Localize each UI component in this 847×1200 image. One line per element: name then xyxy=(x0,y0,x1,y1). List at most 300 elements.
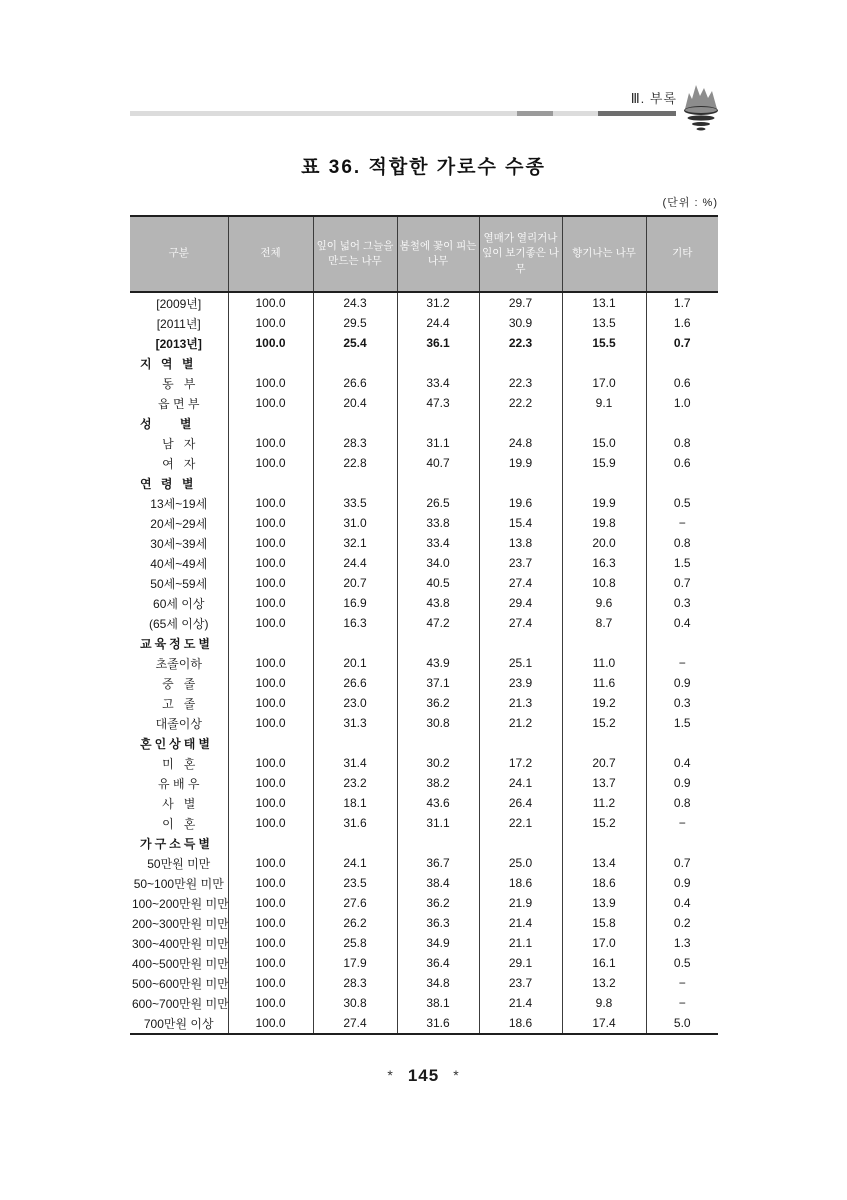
value-cell: 31.0 xyxy=(313,513,397,533)
value-cell xyxy=(562,413,646,433)
value-cell: − xyxy=(646,993,718,1013)
value-cell xyxy=(646,833,718,853)
table-row xyxy=(130,333,718,353)
value-cell: 24.4 xyxy=(313,553,397,573)
value-cell xyxy=(562,353,646,373)
value-cell: 0.8 xyxy=(646,433,718,453)
value-cell: 100.0 xyxy=(228,893,313,913)
page-number-value: 145 xyxy=(407,1066,440,1085)
mountain-logo-icon xyxy=(682,79,720,137)
row-label: 동 부 xyxy=(162,376,196,391)
row-label: 성 별 xyxy=(140,416,195,431)
table-row xyxy=(130,513,718,533)
value-cell: 19.2 xyxy=(562,693,646,713)
value-cell: 1.5 xyxy=(646,553,718,573)
value-cell xyxy=(397,473,479,493)
row-label: 30세~39세 xyxy=(150,536,208,551)
rule-segment xyxy=(517,111,553,116)
value-cell xyxy=(313,733,397,753)
value-cell: 16.9 xyxy=(313,593,397,613)
value-cell xyxy=(562,733,646,753)
value-cell: 0.2 xyxy=(646,913,718,933)
table-row xyxy=(130,693,718,713)
value-cell xyxy=(646,473,718,493)
value-cell: 43.6 xyxy=(397,793,479,813)
row-label: 남 자 xyxy=(162,436,196,451)
value-cell: 24.3 xyxy=(313,292,397,313)
table-title: 표 36. 적합한 가로수 수종 xyxy=(301,157,546,178)
value-cell: 15.4 xyxy=(479,513,562,533)
value-cell: 33.8 xyxy=(397,513,479,533)
row-label: 읍 면 부 xyxy=(158,396,200,411)
table-row xyxy=(130,453,718,473)
value-cell: 27.4 xyxy=(313,1013,397,1034)
row-label: 200~300만원 미만 xyxy=(132,916,229,931)
value-cell: 15.2 xyxy=(562,813,646,833)
value-cell: 100.0 xyxy=(228,953,313,973)
value-cell: 26.4 xyxy=(479,793,562,813)
value-cell: 17.0 xyxy=(562,933,646,953)
value-cell: 13.7 xyxy=(562,773,646,793)
table-row xyxy=(130,973,718,993)
row-label: (65세 이상) xyxy=(149,616,209,631)
row-label: 300~400만원 미만 xyxy=(132,936,229,951)
value-cell: 29.4 xyxy=(479,593,562,613)
row-label: 혼인상태별 xyxy=(140,736,213,751)
value-cell: 30.8 xyxy=(397,713,479,733)
value-cell: 21.9 xyxy=(479,893,562,913)
row-label: 100~200만원 미만 xyxy=(132,896,229,911)
table-row xyxy=(130,813,718,833)
value-cell: 100.0 xyxy=(228,493,313,513)
value-cell: 16.3 xyxy=(313,613,397,633)
value-cell: 20.4 xyxy=(313,393,397,413)
value-cell xyxy=(228,833,313,853)
value-cell: 29.5 xyxy=(313,313,397,333)
value-cell xyxy=(313,413,397,433)
value-cell xyxy=(397,733,479,753)
value-cell: 100.0 xyxy=(228,313,313,333)
value-cell: 18.6 xyxy=(479,1013,562,1034)
value-cell: 100.0 xyxy=(228,653,313,673)
group-header-row xyxy=(130,413,718,433)
table-row xyxy=(130,893,718,913)
row-label: 400~500만원 미만 xyxy=(132,956,229,971)
value-cell: 24.1 xyxy=(313,853,397,873)
row-label: 가구소득별 xyxy=(140,836,213,851)
group-header-row xyxy=(130,733,718,753)
value-cell: 30.8 xyxy=(313,993,397,1013)
value-cell: 100.0 xyxy=(228,673,313,693)
group-header-row xyxy=(130,473,718,493)
value-cell: 31.1 xyxy=(397,433,479,453)
row-label: 500~600만원 미만 xyxy=(132,976,229,991)
value-cell: 1.3 xyxy=(646,933,718,953)
row-label: 미 혼 xyxy=(162,756,196,771)
value-cell: 100.0 xyxy=(228,753,313,773)
table-row xyxy=(130,553,718,573)
value-cell: 17.2 xyxy=(479,753,562,773)
section-label: Ⅲ. 부록 xyxy=(630,91,677,106)
value-cell xyxy=(228,353,313,373)
row-label: 60세 이상 xyxy=(153,596,205,611)
table-row xyxy=(130,773,718,793)
value-cell: 21.3 xyxy=(479,693,562,713)
value-cell xyxy=(646,413,718,433)
rule-segment xyxy=(598,111,676,116)
value-cell: 100.0 xyxy=(228,593,313,613)
table-row xyxy=(130,593,718,613)
table-row xyxy=(130,573,718,593)
value-cell: 23.0 xyxy=(313,693,397,713)
value-cell: 0.6 xyxy=(646,453,718,473)
value-cell: 15.0 xyxy=(562,433,646,453)
value-cell: 5.0 xyxy=(646,1013,718,1034)
page-number-decor-left: * xyxy=(387,1067,394,1083)
value-cell: 100.0 xyxy=(228,453,313,473)
row-label: 사 별 xyxy=(162,796,196,811)
value-cell: 47.2 xyxy=(397,613,479,633)
value-cell: 100.0 xyxy=(228,973,313,993)
row-label: [2013년] xyxy=(155,336,202,351)
value-cell: 23.2 xyxy=(313,773,397,793)
value-cell: 13.1 xyxy=(562,292,646,313)
value-cell: 0.9 xyxy=(646,673,718,693)
column-header-fragrant-tree: 향기나는 나무 xyxy=(562,216,646,292)
value-cell: 34.0 xyxy=(397,553,479,573)
row-label: 대졸이상 xyxy=(155,716,202,731)
value-cell xyxy=(313,473,397,493)
value-cell: 100.0 xyxy=(228,913,313,933)
column-header-total: 전체 xyxy=(228,216,313,292)
value-cell: 100.0 xyxy=(228,292,313,313)
value-cell xyxy=(479,413,562,433)
value-cell: 9.1 xyxy=(562,393,646,413)
value-cell: 9.6 xyxy=(562,593,646,613)
table-row xyxy=(130,793,718,813)
value-cell: 19.8 xyxy=(562,513,646,533)
table-row xyxy=(130,393,718,413)
value-cell: 15.2 xyxy=(562,713,646,733)
value-cell xyxy=(479,473,562,493)
column-header-fruit-leaf-tree: 열매가 열리거나 잎이 보기좋은 나무 xyxy=(479,216,562,292)
value-cell: 24.4 xyxy=(397,313,479,333)
value-cell: 36.2 xyxy=(397,893,479,913)
table-row xyxy=(130,953,718,973)
table-row xyxy=(130,993,718,1013)
group-header-row xyxy=(130,633,718,653)
value-cell xyxy=(479,353,562,373)
table-row xyxy=(130,292,718,313)
value-cell: 40.5 xyxy=(397,573,479,593)
value-cell: 1.7 xyxy=(646,292,718,313)
table-row xyxy=(130,313,718,333)
table-row xyxy=(130,373,718,393)
value-cell: 0.7 xyxy=(646,573,718,593)
value-cell: 26.6 xyxy=(313,373,397,393)
value-cell: 31.1 xyxy=(397,813,479,833)
table-row xyxy=(130,613,718,633)
value-cell: 19.9 xyxy=(562,493,646,513)
value-cell xyxy=(313,633,397,653)
value-cell: 18.6 xyxy=(562,873,646,893)
row-label: 교육정도별 xyxy=(140,636,213,651)
value-cell: 29.7 xyxy=(479,292,562,313)
value-cell: 24.8 xyxy=(479,433,562,453)
value-cell: 38.2 xyxy=(397,773,479,793)
table-row xyxy=(130,713,718,733)
value-cell xyxy=(397,413,479,433)
row-label: 유 배 우 xyxy=(158,776,200,791)
value-cell: 36.1 xyxy=(397,333,479,353)
page-number xyxy=(0,1066,847,1086)
value-cell: 25.8 xyxy=(313,933,397,953)
value-cell: 43.9 xyxy=(397,653,479,673)
value-cell xyxy=(562,833,646,853)
value-cell xyxy=(562,473,646,493)
value-cell: 22.1 xyxy=(479,813,562,833)
value-cell: 19.6 xyxy=(479,493,562,513)
value-cell: 17.0 xyxy=(562,373,646,393)
value-cell: 31.4 xyxy=(313,753,397,773)
value-cell: 0.8 xyxy=(646,533,718,553)
value-cell: 15.5 xyxy=(562,333,646,353)
value-cell: 22.2 xyxy=(479,393,562,413)
value-cell xyxy=(313,353,397,373)
row-label: [2009년] xyxy=(156,296,202,311)
value-cell: 38.1 xyxy=(397,993,479,1013)
row-label: 고 졸 xyxy=(162,696,196,711)
value-cell: 21.1 xyxy=(479,933,562,953)
value-cell: 100.0 xyxy=(228,1013,313,1034)
value-cell: 100.0 xyxy=(228,533,313,553)
value-cell: 30.9 xyxy=(479,313,562,333)
row-label: 초졸이하 xyxy=(155,656,202,671)
value-cell: 30.2 xyxy=(397,753,479,773)
value-cell: 23.7 xyxy=(479,553,562,573)
row-label: 연 령 별 xyxy=(140,476,197,491)
value-cell: 31.3 xyxy=(313,713,397,733)
column-header-shade-tree: 잎이 넓어 그늘을 만드는 나무 xyxy=(313,216,397,292)
row-label: 50~100만원 미만 xyxy=(133,876,224,891)
value-cell: 0.5 xyxy=(646,953,718,973)
value-cell xyxy=(228,733,313,753)
value-cell: 21.2 xyxy=(479,713,562,733)
value-cell: 31.6 xyxy=(313,813,397,833)
value-cell: 24.1 xyxy=(479,773,562,793)
value-cell xyxy=(228,413,313,433)
value-cell xyxy=(397,633,479,653)
value-cell: 0.3 xyxy=(646,693,718,713)
row-label: 40세~49세 xyxy=(150,556,208,571)
rule-segment xyxy=(553,111,598,116)
value-cell: 36.4 xyxy=(397,953,479,973)
value-cell: 0.9 xyxy=(646,773,718,793)
value-cell: 100.0 xyxy=(228,933,313,953)
column-header-spring-flower-tree: 봄철에 꽃이 피는 나무 xyxy=(397,216,479,292)
row-label: 13세~19세 xyxy=(150,496,208,511)
value-cell: 1.6 xyxy=(646,313,718,333)
value-cell: 13.4 xyxy=(562,853,646,873)
value-cell: 20.1 xyxy=(313,653,397,673)
value-cell: 29.1 xyxy=(479,953,562,973)
value-cell: − xyxy=(646,813,718,833)
value-cell: 20.7 xyxy=(562,753,646,773)
value-cell xyxy=(646,633,718,653)
value-cell: 1.5 xyxy=(646,713,718,733)
value-cell: 100.0 xyxy=(228,573,313,593)
value-cell: 23.5 xyxy=(313,873,397,893)
value-cell: 21.4 xyxy=(479,993,562,1013)
value-cell: 34.9 xyxy=(397,933,479,953)
value-cell: 100.0 xyxy=(228,693,313,713)
table-row xyxy=(130,673,718,693)
value-cell: 28.3 xyxy=(313,973,397,993)
value-cell: 16.1 xyxy=(562,953,646,973)
value-cell: 18.1 xyxy=(313,793,397,813)
street-tree-table xyxy=(130,215,718,1035)
value-cell: 22.8 xyxy=(313,453,397,473)
value-cell: 100.0 xyxy=(228,873,313,893)
table-header-row xyxy=(130,216,718,292)
value-cell: 15.9 xyxy=(562,453,646,473)
value-cell: 0.5 xyxy=(646,493,718,513)
row-label: 600~700만원 미만 xyxy=(132,996,229,1011)
column-header-gubun: 구분 xyxy=(130,216,228,292)
value-cell: 0.9 xyxy=(646,873,718,893)
value-cell: 100.0 xyxy=(228,333,313,353)
value-cell: 38.4 xyxy=(397,873,479,893)
value-cell: 25.0 xyxy=(479,853,562,873)
table-row xyxy=(130,753,718,773)
value-cell: 31.6 xyxy=(397,1013,479,1034)
value-cell: 36.7 xyxy=(397,853,479,873)
value-cell: 37.1 xyxy=(397,673,479,693)
value-cell: 22.3 xyxy=(479,373,562,393)
value-cell: 43.8 xyxy=(397,593,479,613)
value-cell: 47.3 xyxy=(397,393,479,413)
value-cell: 17.4 xyxy=(562,1013,646,1034)
table-row xyxy=(130,933,718,953)
value-cell: 33.4 xyxy=(397,373,479,393)
unit-label: (단위 : %) xyxy=(662,197,718,209)
value-cell: 11.0 xyxy=(562,653,646,673)
value-cell: 100.0 xyxy=(228,393,313,413)
value-cell: 0.4 xyxy=(646,613,718,633)
value-cell: 100.0 xyxy=(228,713,313,733)
value-cell: 25.4 xyxy=(313,333,397,353)
value-cell xyxy=(646,353,718,373)
table-body xyxy=(130,292,718,1034)
value-cell: 0.8 xyxy=(646,793,718,813)
value-cell: 0.4 xyxy=(646,753,718,773)
table-row xyxy=(130,873,718,893)
value-cell: 15.8 xyxy=(562,913,646,933)
value-cell: 27.4 xyxy=(479,573,562,593)
value-cell: 21.4 xyxy=(479,913,562,933)
row-label: 50세~59세 xyxy=(150,576,208,591)
value-cell: 36.2 xyxy=(397,693,479,713)
table-row xyxy=(130,853,718,873)
value-cell: 17.9 xyxy=(313,953,397,973)
value-cell: 0.6 xyxy=(646,373,718,393)
value-cell: 1.0 xyxy=(646,393,718,413)
group-header-row xyxy=(130,833,718,853)
value-cell: 100.0 xyxy=(228,993,313,1013)
rule-segment xyxy=(130,111,517,116)
value-cell: 0.7 xyxy=(646,853,718,873)
row-label: 지 역 별 xyxy=(140,356,197,371)
value-cell: 26.2 xyxy=(313,913,397,933)
value-cell xyxy=(479,733,562,753)
value-cell: 0.3 xyxy=(646,593,718,613)
value-cell xyxy=(562,633,646,653)
value-cell: 20.0 xyxy=(562,533,646,553)
value-cell xyxy=(397,833,479,853)
value-cell: 23.7 xyxy=(479,973,562,993)
value-cell: 26.5 xyxy=(397,493,479,513)
table-row xyxy=(130,433,718,453)
value-cell: 100.0 xyxy=(228,793,313,813)
value-cell: 13.8 xyxy=(479,533,562,553)
value-cell: 100.0 xyxy=(228,853,313,873)
value-cell: 33.5 xyxy=(313,493,397,513)
row-label: [2011년] xyxy=(156,316,201,331)
value-cell: 13.2 xyxy=(562,973,646,993)
value-cell xyxy=(479,833,562,853)
value-cell: 11.2 xyxy=(562,793,646,813)
value-cell: 16.3 xyxy=(562,553,646,573)
value-cell: 40.7 xyxy=(397,453,479,473)
page-number-decor-right: * xyxy=(453,1067,460,1083)
value-cell: 18.6 xyxy=(479,873,562,893)
value-cell: 22.3 xyxy=(479,333,562,353)
value-cell: − xyxy=(646,973,718,993)
value-cell: 13.9 xyxy=(562,893,646,913)
row-label: 50만원 미만 xyxy=(147,856,211,871)
header-rule xyxy=(130,111,676,116)
value-cell: 32.1 xyxy=(313,533,397,553)
value-cell: 27.6 xyxy=(313,893,397,913)
table-row xyxy=(130,493,718,513)
table-row xyxy=(130,533,718,553)
value-cell: 100.0 xyxy=(228,613,313,633)
value-cell: 20.7 xyxy=(313,573,397,593)
value-cell: 26.6 xyxy=(313,673,397,693)
value-cell: 100.0 xyxy=(228,773,313,793)
value-cell: 13.5 xyxy=(562,313,646,333)
value-cell: 100.0 xyxy=(228,553,313,573)
table-row xyxy=(130,1013,718,1034)
value-cell: 10.8 xyxy=(562,573,646,593)
column-header-etc: 기타 xyxy=(646,216,718,292)
row-label: 중 졸 xyxy=(162,676,196,691)
row-label: 700만원 이상 xyxy=(143,1016,214,1031)
row-label: 이 혼 xyxy=(162,816,196,831)
value-cell: 100.0 xyxy=(228,373,313,393)
row-label: 20세~29세 xyxy=(150,516,208,531)
value-cell xyxy=(228,633,313,653)
value-cell: 31.2 xyxy=(397,292,479,313)
value-cell: 100.0 xyxy=(228,813,313,833)
value-cell xyxy=(397,353,479,373)
value-cell: 8.7 xyxy=(562,613,646,633)
value-cell: 27.4 xyxy=(479,613,562,633)
value-cell: 23.9 xyxy=(479,673,562,693)
value-cell: 19.9 xyxy=(479,453,562,473)
value-cell: 28.3 xyxy=(313,433,397,453)
group-header-row xyxy=(130,353,718,373)
